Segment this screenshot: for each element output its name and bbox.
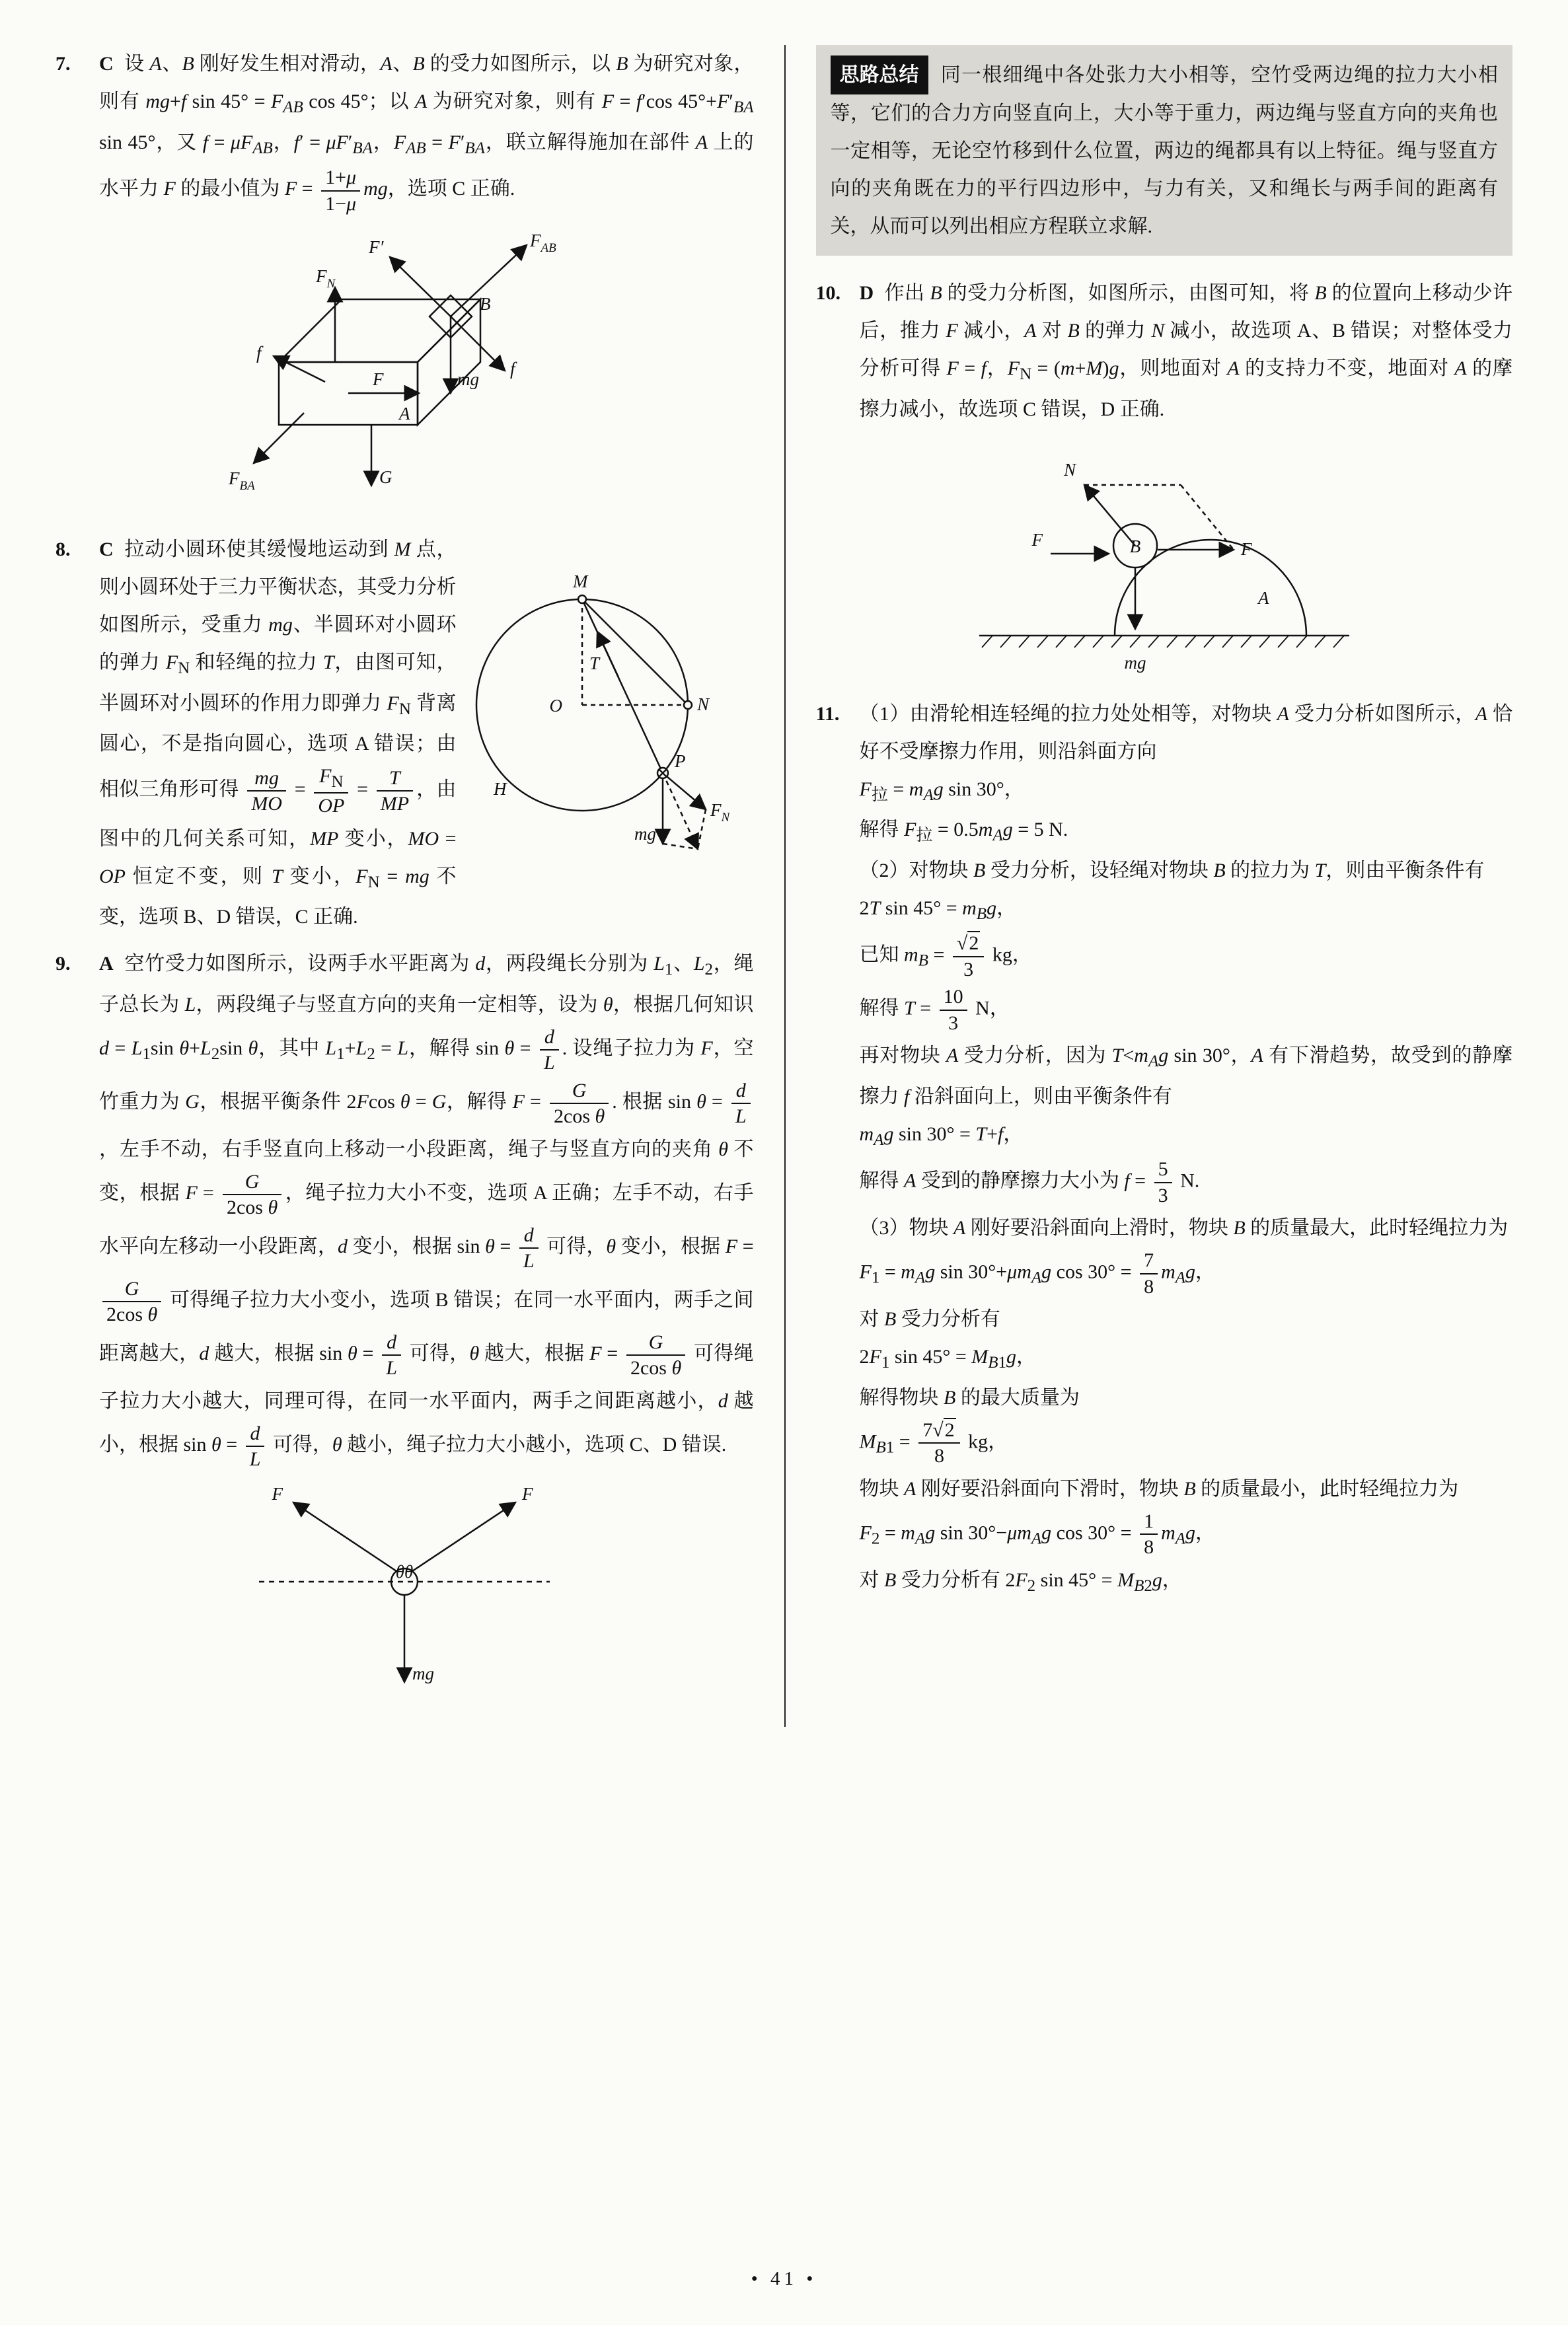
- item-8-text: 拉动小圆环使其缓慢地运动到 M 点，则小圆环处于三力平衡状态，其受力分析如图所示，受重力 mg、半圆环对小圆环的弹力 $F_N$ 和轻绳的拉力 T，由图可知，半圆环对小圆环的作用力即弹力 $F_N$ 背离圆心，不是指向圆心，选项 A 错误；由相似三角形可得 $\frac{mg}{MO}$ = $\frac{F_N}{OP}$ = $\frac{T}{MP}$ ，由图中的几何关系可知，MP 变小，MO = OP 恒定不变，则 T 变小，$F_N$ = mg 不变，选项 B、D 错误，C 正确.: [99, 538, 457, 928]
- item-11-paragraph: 物块 A 刚好要沿斜面向下滑时，物块 B 的质量最小，此时轻绳拉力为: [859, 1477, 1459, 1500]
- diagram-diabolo-forces: [219, 1483, 589, 1707]
- item-7-number: 7.: [56, 53, 71, 75]
- label-mg: mg: [412, 1663, 435, 1683]
- item-11-paragraph: 解得物块 B 的最大质量为: [859, 1386, 1080, 1409]
- item-11-paragraph: 再对物块 A 受力分析，因为 $T<m_Ag$ sin 30°，A 有下滑趋势，故受到的静摩擦力 f 沿斜面向上，则由平衡条件有: [859, 1045, 1513, 1107]
- summary-box: [816, 45, 1513, 256]
- item-7: [56, 45, 754, 511]
- item-11-number: 11.: [815, 702, 840, 725]
- arrow-F-left: [293, 1502, 396, 1571]
- label-FN: $F_N$: [316, 266, 336, 291]
- item-11-body: [860, 695, 1513, 1602]
- item-11-paragraph: 解得 T = $\frac{10}{3}$ N，: [859, 986, 1010, 1034]
- label-G: G: [379, 467, 392, 487]
- item-11-paragraph: $F_1 = m_Ag$ $\sin 30^\circ+\mu m_Ag$ cos 30° = $\frac{7}{8}$ $m_Ag$，: [859, 1249, 1216, 1298]
- item-8-body: [99, 531, 754, 936]
- dome-A: [1115, 540, 1306, 636]
- item-9-figure: [56, 1483, 754, 1707]
- item-11-paragraph: （1）由滑轮相连轻绳的拉力处处相等，对物块 A 受力分析如图所示，A 恰好不受摩擦力作用，则沿斜面方向: [859, 702, 1513, 762]
- label-P: P: [674, 751, 685, 771]
- item-11-paragraph: 已知 $m_B$ = $\frac{√2}{3}$ kg，: [859, 932, 1032, 980]
- label-FAB: $F_{AB}$: [530, 231, 556, 255]
- point-N: [684, 701, 692, 709]
- label-mg: mg: [634, 824, 656, 844]
- label-M: M: [572, 572, 587, 591]
- item-9-body: [99, 945, 754, 1473]
- item-10-body: [860, 274, 1513, 428]
- label-F-left: F: [1031, 529, 1043, 550]
- left-column: [56, 45, 784, 1727]
- summary-badge: 思路总结: [831, 55, 928, 94]
- label-F-right: F: [522, 1483, 533, 1504]
- item-8: [56, 531, 754, 936]
- item-10-figure: [816, 437, 1513, 675]
- page-number: • 41 •: [751, 2268, 817, 2289]
- dashed-resultant: [663, 773, 698, 849]
- item-10-text: 作出 B 的受力分析图，如图所示，由图可知，将 B 的位置向上移动少许后，推力 F 减小，A 对 B 的弹力 N 减小，故选项 A、B 错误；对整体受力分析可得 F = f，$F_N = (m+M)g$，则地面对 A 的支持力不变，地面对 A 的摩擦力减小，故选项 C 错误，D 正确.: [859, 282, 1513, 420]
- arrow-F-prime: [390, 257, 451, 316]
- item-10-answer: D: [859, 282, 874, 304]
- dashed-parallelogram-1: [663, 844, 698, 849]
- item-9-number: 9.: [56, 953, 71, 975]
- label-theta: θθ: [395, 1561, 414, 1582]
- item-7-body: [99, 45, 754, 217]
- item-10: [816, 274, 1513, 675]
- label-O: O: [549, 696, 562, 716]
- label-N: N: [1063, 459, 1076, 480]
- item-11-paragraph: （3）物块 A 刚好要沿斜面向上滑时，物块 B 的质量最大，此时轻绳拉力为: [859, 1217, 1509, 1239]
- label-A: A: [1257, 587, 1269, 608]
- diagram-block-forces: [219, 227, 589, 511]
- label-B: B: [1129, 536, 1140, 556]
- label-mg: mg: [1124, 652, 1146, 673]
- label-F: F: [373, 369, 384, 389]
- item-11-paragraph: 解得 $F_拉 = 0.5m_Ag = 5$ N.: [859, 819, 1068, 844]
- label-F-left: F: [272, 1483, 283, 1504]
- item-8-number: 8.: [56, 538, 71, 560]
- point-M: [578, 595, 586, 603]
- label-B: B: [480, 294, 491, 314]
- label-mg: mg: [457, 369, 480, 389]
- item-7-text: 设 A、B 刚好发生相对滑动，A、B 的受力如图所示，以 B 为研究对象，则有 mg+f $\sin 45^\circ = F_{AB}$ cos 45°；以 A 为研究对象，则有 F = f′cos $45^\circ+F'_{BA}$ sin 45°，又 $f = \mu F_{AB}$，$f' = \mu F'_{BA}$，$F_{AB} = F'_{BA}$，联立解得施加在部件 A 上的水平力 F 的最小值为 F = $\frac{1+\mu}{1-\mu}$ mg，选项 C 正确.: [99, 53, 754, 215]
- item-7-answer: C: [99, 53, 114, 75]
- arrow-FN: [663, 773, 706, 809]
- item-11-paragraph: $M_{B1}$ = $\frac{7√2}{8}$ kg，: [859, 1419, 1008, 1467]
- label-FN: $F_N$: [710, 800, 729, 825]
- item-11-paragraph: 对 B 受力分析有: [859, 1308, 1000, 1330]
- diagram-ball-on-dome: [953, 437, 1376, 675]
- right-column: [784, 45, 1513, 1727]
- arrow-F-right: [412, 1502, 515, 1571]
- item-11-paragraph: 解得 A 受到的静摩擦力大小为 f = $\frac{5}{3}$ N.: [859, 1158, 1200, 1206]
- diagram-ring-on-circle: [470, 533, 754, 864]
- label-FBA: $F_{BA}$: [229, 468, 255, 493]
- item-9-text: 空竹受力如图所示，设两手水平距离为 d，两段绳长分别为 $L_1$、$L_2$，绳子总长为 L，两段绳子与竖直方向的夹角一定相等，设为 θ，根据几何知识 $d = L_1\sin$ $\theta+L_2\sin$ θ，其中 $L_1+L_2 = L$，解得 sin θ = $\frac{d}{L}$ . 设绳子拉力为 F，空竹重力为 G，根据平衡条件 2Fcos θ = G，解得 F = $\frac{G}{\text{2cos θ}}$ . 根据 sin θ = $\frac{d}{L}$ ，左手不动，右手竖直向上移动一小段距离，绳子与竖直方向的夹角 θ 不变，根据 F = $\frac{G}{\text{2cos θ}}$ ，绳子拉力大小不变，选项 A 正确；左手不动，右手水平向左移动一小段距离，d 变小，根据 sin θ = $\frac{d}{L}$ 可得，θ 变小，根据 F = $\frac{G}{\text{2cos θ}}$ 可得绳子拉力大小变小，选项 B 错误；在同一水平面内，两手之间距离越大，d 越大，根据 sin θ = $\frac{d}{L}$ 可得，θ 越大，根据 F = $\frac{G}{\text{2cos θ}}$ 可得绳子拉力大小越大，同理可得，在同一水平面内，两手之间距离越小，d 越小，根据 sin θ = $\frac{d}{L}$ 可得，θ 越小，绳子拉力大小越小，选项 C、D 错误.: [99, 953, 754, 1471]
- item-9: [56, 945, 754, 1707]
- item-7-figure: [56, 227, 754, 511]
- item-11-paragraph: $2F_1$ $\sin 45^\circ = M_{B1}g$，: [859, 1346, 1037, 1372]
- arrow-f-on-a: [274, 356, 325, 382]
- arrow-N: [1084, 485, 1135, 546]
- label-T: T: [589, 653, 599, 673]
- label-f-right: f: [510, 359, 515, 379]
- item-11-paragraph: （2）对物块 B 受力分析，设轻绳对物块 B 的拉力为 T，则由平衡条件有: [859, 859, 1485, 881]
- ground-hatching: [982, 636, 1344, 647]
- chord-MN: [582, 599, 688, 705]
- item-11-paragraph: $m_Ag$ sin 30° = T+f，: [859, 1123, 1024, 1149]
- item-9-answer: A: [99, 953, 114, 975]
- arrow-T: [597, 632, 618, 677]
- item-10-number: 10.: [815, 282, 840, 304]
- arrow-f-on-b: [451, 316, 505, 371]
- item-8-answer: C: [99, 538, 114, 560]
- item-11-paragraph: 对 B 受力分析有 $2F_2$ $\sin 45^\circ = M_{B2}g$，: [859, 1568, 1182, 1595]
- label-A: A: [399, 404, 410, 424]
- label-f-left: f: [256, 343, 262, 363]
- label-F-prime: F′: [369, 237, 384, 257]
- item-11: [816, 695, 1513, 1602]
- item-11-paragraph: $F_拉 = m_Ag$ sin 30°，: [859, 778, 1024, 804]
- label-H: H: [493, 779, 506, 799]
- dashed-parallelogram-2: [698, 809, 706, 849]
- label-F-right: F: [1240, 538, 1252, 559]
- label-N: N: [696, 694, 709, 714]
- item-11-paragraph: 2T $\sin 45^\circ = m_Bg$，: [859, 897, 1017, 923]
- summary-text: 同一根细绳中各处张力大小相等，空竹受两边绳的拉力大小相等，它们的合力方向竖直向上，大小等于重力，两边绳与竖直方向的夹角也一定相等，无论空竹移到什么位置，两边的绳都具有以上特征。绳与竖直方向的夹角既在力的平行四边形中，与力有关，又和绳长与两手间的距离有关，从而可以列出相应方程联立求解.: [830, 64, 1498, 237]
- item-11-paragraph: $F_2 = m_Ag$ $\sin 30^\circ-\mu m_Ag$ cos 30° = $\frac{1}{8}$ $m_Ag$，: [859, 1510, 1216, 1558]
